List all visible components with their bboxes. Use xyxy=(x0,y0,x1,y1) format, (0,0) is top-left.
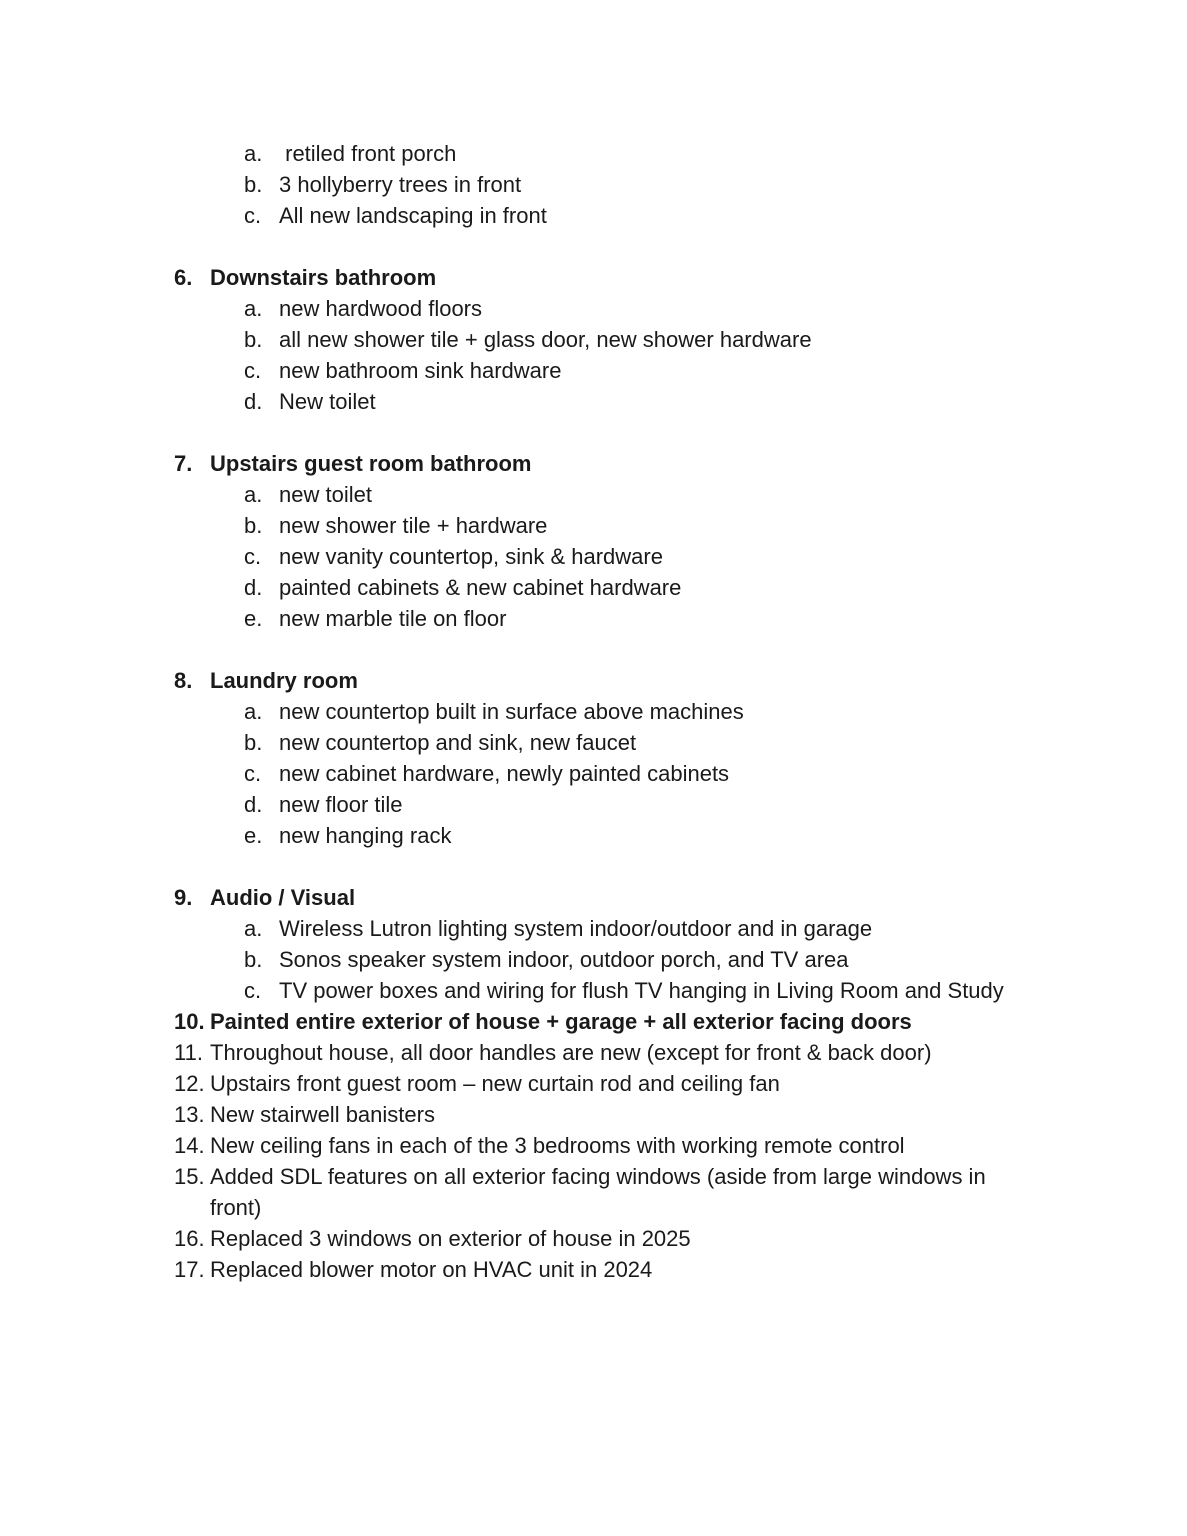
section-title: Downstairs bathroom xyxy=(210,265,437,290)
list-marker: a. xyxy=(244,699,263,724)
list-item-text: Wireless Lutron lighting system indoor/outdoor and in garage xyxy=(279,916,873,941)
list-marker: a. xyxy=(244,296,263,321)
list-marker: 16. xyxy=(174,1226,205,1251)
list-marker: 12. xyxy=(174,1071,205,1096)
list-marker: a. xyxy=(244,141,263,166)
list-marker: c. xyxy=(244,544,262,569)
section-title: Audio / Visual xyxy=(210,885,356,910)
list-item-text: Sonos speaker system indoor, outdoor porch, and TV area xyxy=(279,947,849,972)
list-item-text: Replaced blower motor on HVAC unit in 2024 xyxy=(210,1257,653,1282)
list-marker: b. xyxy=(244,513,263,538)
list-marker: d. xyxy=(244,792,263,817)
list-marker: 11. xyxy=(174,1040,203,1065)
list-item-text: new cabinet hardware, newly painted cabinets xyxy=(279,761,730,786)
list-marker: 13. xyxy=(174,1102,205,1127)
list-item-text: all new shower tile + glass door, new shower hardware xyxy=(279,327,812,352)
list-item-text: new countertop and sink, new faucet xyxy=(279,730,637,755)
list-marker: 8. xyxy=(174,668,193,693)
list-marker: e. xyxy=(244,606,263,631)
list-marker: 15. xyxy=(174,1164,205,1189)
list-item-text: new hardwood floors xyxy=(279,296,483,321)
list-item-text: Painted entire exterior of house + garage + all exterior facing doors xyxy=(210,1009,912,1034)
list-marker: c. xyxy=(244,203,262,228)
list-item-text: Throughout house, all door handles are new (except for front & back door) xyxy=(210,1040,932,1065)
list-item-text: new toilet xyxy=(279,482,372,507)
list-item-text: new hanging rack xyxy=(279,823,452,848)
list-marker: 6. xyxy=(174,265,193,290)
section-title: Laundry room xyxy=(210,668,358,693)
list-item-text: All new landscaping in front xyxy=(279,203,547,228)
list-item-text: New toilet xyxy=(279,389,376,414)
list-marker: a. xyxy=(244,482,263,507)
list-marker: 9. xyxy=(174,885,193,910)
list-marker: 17. xyxy=(174,1257,205,1282)
list-marker: e. xyxy=(244,823,263,848)
list-item-text: Upstairs front guest room – new curtain rod and ceiling fan xyxy=(210,1071,780,1096)
list-marker: 10. xyxy=(174,1009,205,1034)
list-marker: d. xyxy=(244,389,263,414)
section-title: Upstairs guest room bathroom xyxy=(210,451,532,476)
list-marker: b. xyxy=(244,327,263,352)
list-marker: d. xyxy=(244,575,263,600)
list-item-text: Added SDL features on all exterior facing windows (aside from large windows in xyxy=(210,1164,986,1189)
list-marker: b. xyxy=(244,947,263,972)
list-marker: b. xyxy=(244,172,263,197)
list-marker: b. xyxy=(244,730,263,755)
list-item-text: new countertop built in surface above machines xyxy=(279,699,744,724)
list-marker: 14. xyxy=(174,1133,205,1158)
list-marker: 7. xyxy=(174,451,193,476)
list-item-text: new vanity countertop, sink & hardware xyxy=(279,544,663,569)
list-item-text: new bathroom sink hardware xyxy=(279,358,562,383)
list-marker: c. xyxy=(244,761,262,786)
list-item-text: retiled front porch xyxy=(279,141,457,166)
list-item-text: Replaced 3 windows on exterior of house in 2025 xyxy=(210,1226,691,1251)
list-item-text: new floor tile xyxy=(279,792,403,817)
list-item-text: 3 hollyberry trees in front xyxy=(279,172,522,197)
list-item-text: TV power boxes and wiring for flush TV hanging in Living Room and Study xyxy=(279,978,1004,1003)
list-item-text: new shower tile + hardware xyxy=(279,513,548,538)
list-item-text: New ceiling fans in each of the 3 bedrooms with working remote control xyxy=(210,1133,905,1158)
list-item-text: front) xyxy=(210,1195,262,1220)
list-item-text: New stairwell banisters xyxy=(210,1102,435,1127)
list-marker: c. xyxy=(244,358,262,383)
list-item-text: painted cabinets & new cabinet hardware xyxy=(279,575,682,600)
list-item-text: new marble tile on floor xyxy=(279,606,507,631)
list-marker: c. xyxy=(244,978,262,1003)
list-marker: a. xyxy=(244,916,263,941)
